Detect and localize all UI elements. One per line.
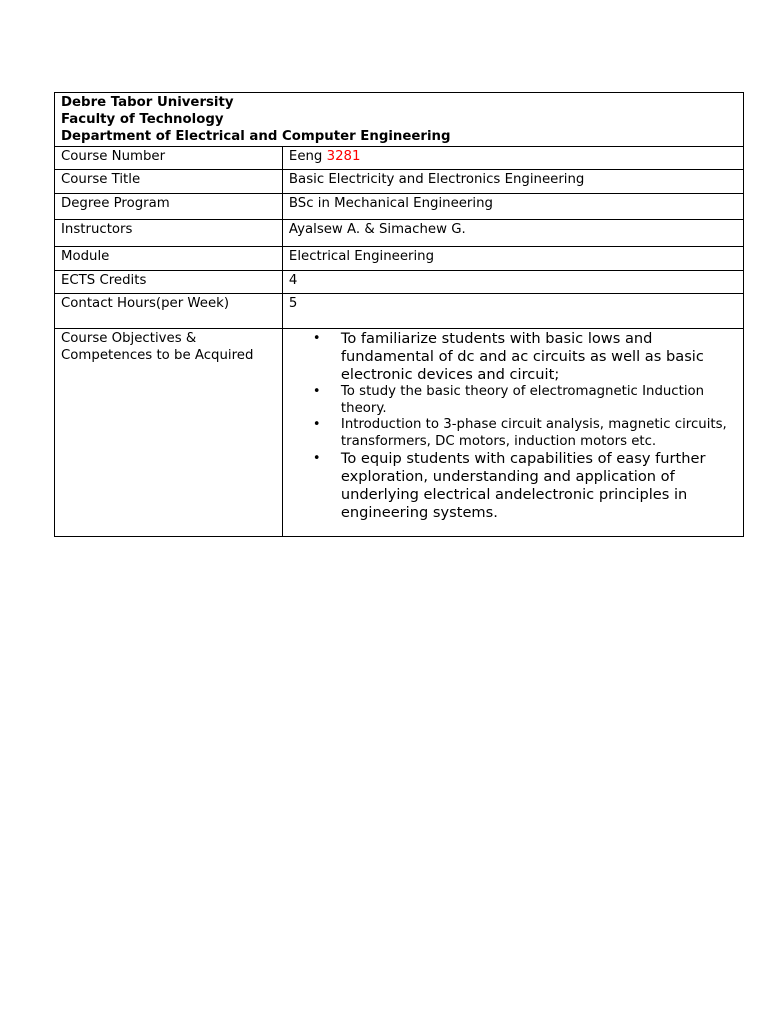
table-row: [55, 247, 744, 271]
course-number-prefix: Eeng: [288, 149, 327, 164]
bullet-icon: •: [312, 451, 321, 466]
table-header-row: [55, 93, 744, 147]
objective-text: To familiarize students with basic lows and fundamental of dc and ac circuits as well as basic electronic devices and circuit;: [340, 330, 704, 383]
contact-hours-value: 5: [282, 294, 743, 329]
list-item: [313, 417, 737, 450]
objective-text: Introduction to 3-phase circuit analysis, magnetic circuits, transformers, DC motors, induction motors etc.: [340, 417, 727, 449]
degree-program-value: BSc in Mechanical Engineering: [282, 194, 743, 220]
bullet-icon: •: [312, 384, 321, 399]
module-value: Electrical Engineering: [282, 247, 743, 271]
university-name: Debre Tabor University: [61, 95, 234, 110]
course-number-code: 3281: [326, 149, 361, 164]
table-row: [55, 271, 744, 294]
table-row: [55, 329, 744, 537]
table-row: [55, 194, 744, 220]
contact-hours-label: Contact Hours(per Week): [55, 294, 283, 329]
instructors-value: Ayalsew A. & Simachew G.: [282, 220, 743, 247]
degree-program-label: Degree Program: [55, 194, 283, 220]
objective-text: To equip students with capabilities of easy further exploration, understanding and application of underlying electrical andelectronic principles in engineering systems.: [340, 450, 706, 521]
institution-header: [55, 93, 744, 147]
objectives-list: [289, 330, 737, 522]
objective-text: To study the basic theory of electromagnetic Induction theory.: [340, 384, 705, 416]
course-title-label: Course Title: [55, 170, 283, 194]
table-row: [55, 170, 744, 194]
department-name: Department of Electrical and Computer Engineering: [61, 129, 451, 144]
bullet-icon: •: [312, 417, 321, 432]
faculty-name: Faculty of Technology: [61, 112, 224, 127]
table-row: [55, 220, 744, 247]
course-info-table: [54, 92, 744, 537]
objectives-label: Course Objectives & Competences to be Acquired: [55, 329, 283, 537]
instructors-label: Instructors: [55, 220, 283, 247]
table-row: [55, 294, 744, 329]
list-item: [313, 450, 737, 522]
list-item: [313, 384, 737, 417]
ects-credits-value: 4: [282, 271, 743, 294]
table-row: [55, 147, 744, 170]
course-number-label: Course Number: [55, 147, 283, 170]
course-number-value: [282, 147, 743, 170]
bullet-icon: •: [312, 331, 321, 346]
objectives-value: [282, 329, 743, 537]
module-label: Module: [55, 247, 283, 271]
list-item: [313, 330, 737, 384]
ects-credits-label: ECTS Credits: [55, 271, 283, 294]
course-title-value: Basic Electricity and Electronics Engineering: [282, 170, 743, 194]
